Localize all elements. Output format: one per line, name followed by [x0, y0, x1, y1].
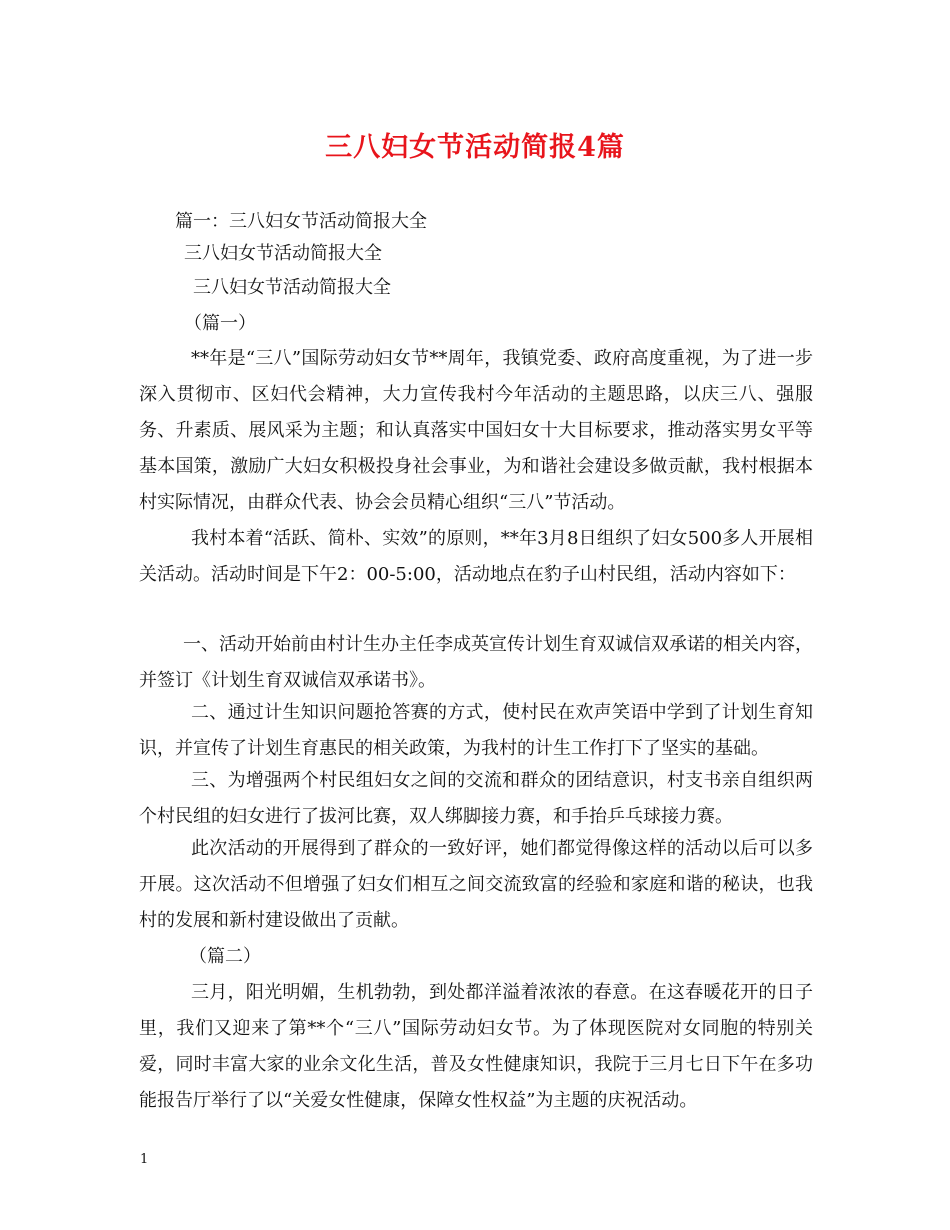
paragraph-item-3: 三、为增强两个村民组妇女之间的交流和群众的团结意识，村支书亲自组织两个村民组的妇女进行了拔河比赛，双人绑脚接力赛，和手抬乒乓球接力赛。 [139, 770, 813, 827]
part-heading-2: （篇二） [189, 946, 261, 967]
paragraph-intro: **年是“三八”国际劳动妇女节**周年，我镇党委、政府高度重视，为了进一步深入贯彻市、区妇代会精神，大力宣传我村今年活动的主题思路，以庆三八、强服务、升素质、展风采为主题；和认真落实中国妇女十大目标要求，推动落实男女平等基本国策，激励广大妇女积极投身社会事业，为和谐社会建设多做贡献，我村根据本村实际情况，由群众代表、协会会员精心组织“三八”节活动。 [139, 348, 813, 513]
section-heading-1: 篇一：三八妇女节活动简报大全 [175, 211, 427, 232]
section-heading-2: 三八妇女节活动简报大全 [184, 243, 382, 264]
paragraph-item-1: 一、活动开始前由村计生办主任李成英宣传计划生育双诚信双承诺的相关内容，并签订《计划生育双诚信双承诺书》。 [139, 634, 813, 691]
part-heading-1: （篇一） [184, 313, 256, 334]
paragraph-summary: 此次活动的开展得到了群众的一致好评，她们都觉得像这样的活动以后可以多开展。这次活动不但增强了妇女们相互之间交流致富的经验和家庭和谐的秘诀，也我村的发展和新村建设做出了贡献。 [139, 838, 813, 931]
paragraph-item-2: 二、通过计生知识问题抢答赛的方式，使村民在欢声笑语中学到了计划生育知识，并宣传了计划生育惠民的相关政策，为我村的计生工作打下了坚实的基础。 [139, 702, 813, 759]
document-title: 三八妇女节活动简报4篇 [325, 132, 625, 163]
page-number: 1 [140, 1152, 149, 1167]
paragraph-part2: 三月，阳光明媚，生机勃勃，到处都洋溢着浓浓的春意。在这春暖花开的日子里，我们又迎来了第**个“三八”国际劳动妇女节。为了体现医院对女同胞的特别关爱，同时丰富大家的业余文化生活，普及女性健康知识，我院于三月七日下午在多功能报告厅举行了以“关爱女性健康，保障女性权益”为主题的庆祝活动。 [139, 982, 813, 1111]
paragraph-principle: 我村本着“活跃、简朴、实效”的原则，**年3月8日组织了妇女500多人开展相关活动。活动时间是下午2：00-5:00，活动地点在豹子山村民组，活动内容如下： [139, 528, 813, 585]
section-heading-3: 三八妇女节活动简报大全 [193, 277, 391, 298]
